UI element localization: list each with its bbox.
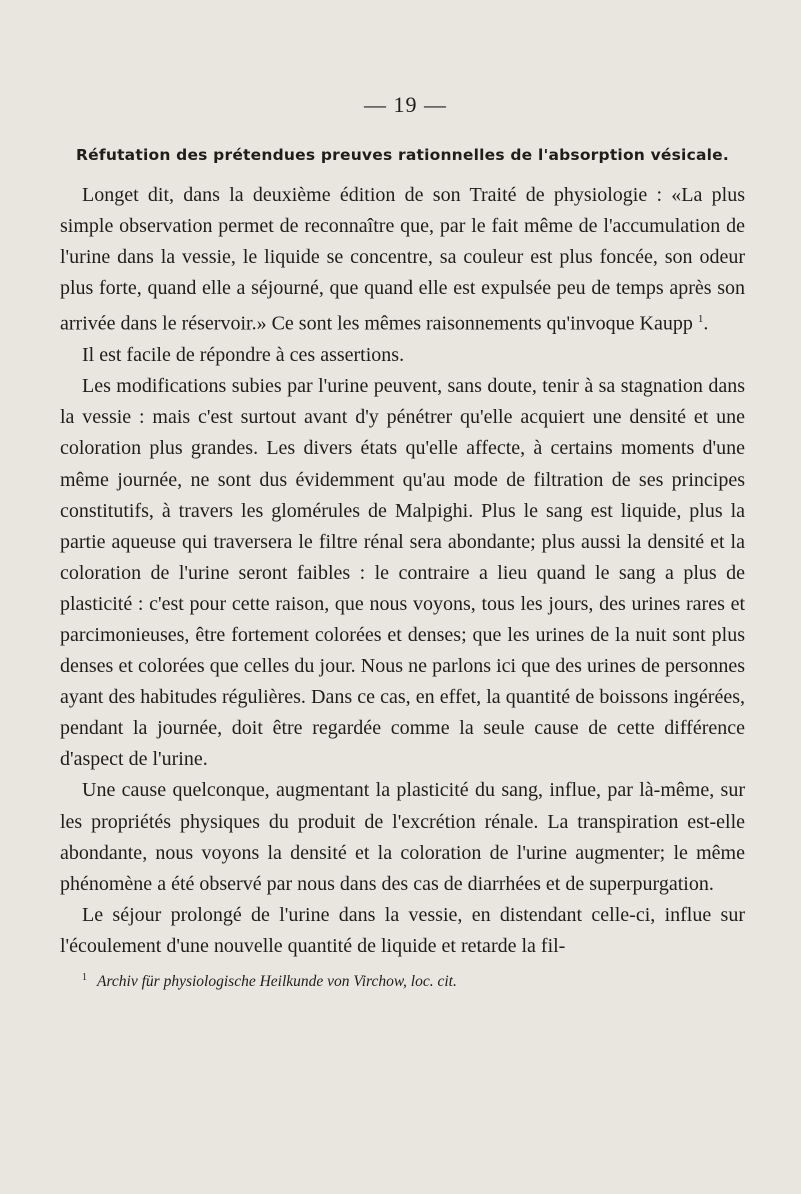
paragraph-1-text: Longet dit, dans la deuxième édition de son Traité de physiologie : «La plus simple observation permet de reconnaître que, par le fait même de l'accumulation de l'urine dans la vessie, le liquide se concentre, sa couleur est plus foncée, son odeur plus forte, quand elle a séjourné, que quand elle est expulsée peu de temps après son arrivée dans le réservoir.» Ce sont les mêmes raisonnements qu'invoque Kaupp bbox=[60, 184, 745, 336]
body-text bbox=[60, 180, 745, 962]
paragraph-1 bbox=[60, 180, 745, 340]
section-heading: Réfutation des prétendues preuves rationnelles de l'absorption vésicale. bbox=[76, 146, 729, 164]
footnote-mark: 1 bbox=[82, 972, 87, 983]
page-number: — 19 — bbox=[364, 92, 447, 117]
paragraph-4: Une cause quelconque, augmentant la plasticité du sang, influe, par là-même, sur les propriétés physiques du produit de l'excrétion rénale. La transpiration est-elle abondante, nous voyons la densité et la coloration de l'urine augmenter; le même phénomène a été observé par nous dans des cas de diarrhées et de superpurgation. bbox=[60, 779, 745, 895]
paragraph-1-end: . bbox=[703, 313, 709, 336]
footnote bbox=[60, 968, 745, 992]
footnote-reference: 1 bbox=[697, 313, 704, 326]
paragraph-2: Il est facile de répondre à ces assertions. bbox=[82, 344, 405, 367]
footnote-citation: Archiv für physiologische Heilkunde von Virchow, loc. cit. bbox=[97, 973, 457, 991]
paragraph-5: Le séjour prolongé de l'urine dans la vessie, en distendant celle-ci, influe sur l'écoulement d'une nouvelle quantité de liquide et retarde la fil- bbox=[60, 903, 745, 957]
paragraph-3: Les modifications subies par l'urine peuvent, sans doute, tenir à sa stagnation dans la vessie : mais c'est surtout avant d'y pénétrer qu'elle acquiert une densité et une coloration plus grandes. Les divers états qu'elle affecte, à certains moments d'une même journée, ne sont dus évidemment qu'au mode de filtration de ses principes constitutifs, à travers les glomérules de Malpighi. Plus le sang est liquide, plus la partie aqueuse qui traversera le filtre rénal sera abondante; plus aussi la densité et la coloration de l'urine seront faibles : le contraire a lieu quand le sang a plus de plasticité : c'est pour cette raison, que nous voyons, tous les jours, des urines rares et parcimonieuses, être fortement colorées et denses; que les urines de la nuit sont plus denses et colorées que celles du jour. Nous ne parlons ici que des urines de personnes ayant des habitudes régulières. Dans ce cas, en effet, la quantité de boissons ingérées, pendant la journée, doit être regardée comme la seule cause de cette différence d'aspect de l'urine. bbox=[60, 375, 745, 771]
